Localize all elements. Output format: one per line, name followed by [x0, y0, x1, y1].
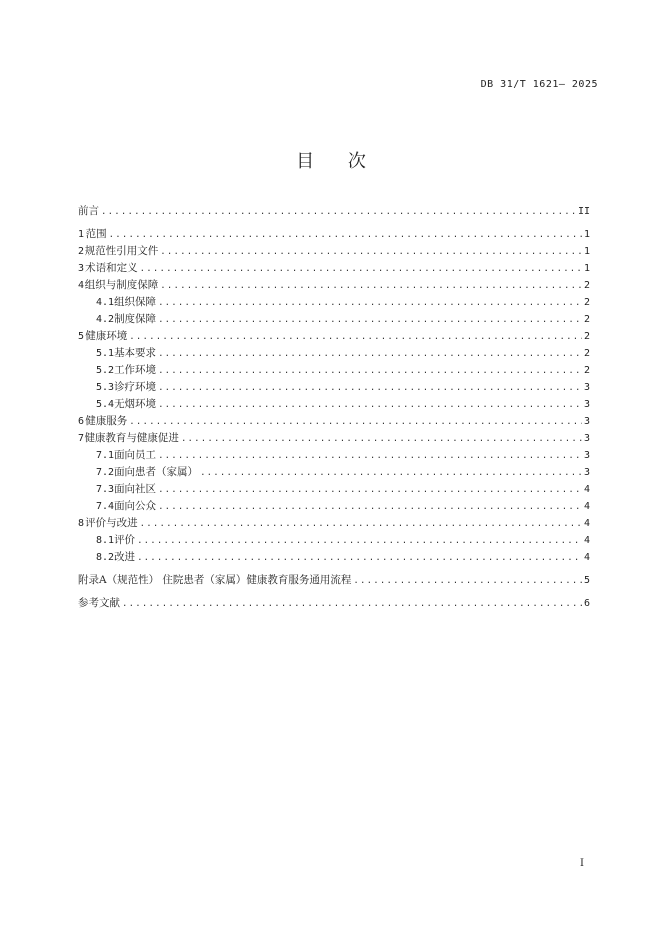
toc-entry[interactable]: [78, 203, 590, 220]
toc-dot-leader: [353, 573, 582, 590]
toc-entry-number: 7.3: [96, 484, 115, 495]
toc-entry-page: 3: [583, 433, 590, 444]
toc-entry-label: 规范性引用文件: [84, 245, 159, 257]
toc-entry-label: 改进: [114, 551, 136, 563]
toc-dot-leader: [122, 596, 582, 613]
toc-dot-leader: [129, 329, 582, 346]
toc-entry[interactable]: [78, 549, 590, 566]
toc-entry-label: 评价: [114, 534, 136, 546]
page-number: I: [580, 858, 584, 869]
toc-entry[interactable]: [78, 532, 590, 549]
toc-dot-leader: [158, 380, 582, 397]
toc-entry-number: 5: [78, 331, 85, 342]
toc-entry-page: 4: [583, 501, 590, 512]
toc-entry-label: 面向社区: [114, 483, 157, 495]
toc-entry-page: 2: [583, 280, 590, 291]
toc-entry-page: 6: [583, 598, 590, 609]
toc-entry-number: 7: [78, 433, 85, 444]
toc-dot-leader: [158, 295, 582, 312]
toc-entry[interactable]: [78, 464, 590, 481]
toc-dot-leader: [137, 533, 582, 550]
toc-entry-label: 术语和定义: [85, 262, 138, 274]
toc-entry-page: 4: [583, 535, 590, 546]
toc-entry-label: 制度保障: [114, 313, 157, 325]
toc-entry-label: 组织与制度保障: [84, 279, 159, 291]
toc-entry-label: 组织保障: [114, 296, 157, 308]
toc-entry-page: 2: [583, 348, 590, 359]
toc-dot-leader: [158, 499, 582, 516]
toc-entry[interactable]: [78, 311, 590, 328]
toc-entry-number: 8.1: [96, 535, 115, 546]
toc-entry-page: 2: [583, 365, 590, 376]
toc-entry[interactable]: [78, 515, 590, 532]
toc-entry-label: 健康环境: [85, 330, 128, 342]
toc-entry[interactable]: [78, 396, 590, 413]
toc-entry-label: 工作环境: [114, 364, 157, 376]
toc-entry-page: 4: [583, 484, 590, 495]
toc-entry-page: 2: [583, 331, 590, 342]
toc-entry[interactable]: [78, 481, 590, 498]
toc-entry-label: 基本要求: [114, 347, 157, 359]
toc-entry[interactable]: [78, 277, 590, 294]
toc-entry-page: 3: [583, 467, 590, 478]
toc-dot-leader: [160, 278, 582, 295]
toc-entry[interactable]: [78, 572, 590, 589]
toc-entry[interactable]: [78, 328, 590, 345]
toc-entry-label: 附录A（规范性） 住院患者（家属）健康教育服务通用流程: [78, 574, 352, 586]
toc-entry-page: 4: [583, 518, 590, 529]
toc-entry-page: 3: [583, 382, 590, 393]
toc-entry-number: 7.1: [96, 450, 115, 461]
page-title: 目 次: [296, 151, 380, 172]
toc-dot-leader: [101, 204, 576, 221]
toc-dot-leader: [158, 312, 582, 329]
toc-entry-page: 3: [583, 399, 590, 410]
toc-entry-label: 参考文献: [78, 597, 120, 609]
toc-entry-label: 面向患者（家属）: [114, 466, 199, 478]
toc-entry[interactable]: [78, 260, 590, 277]
toc-dot-leader: [158, 363, 582, 380]
toc-entry-page: 2: [583, 297, 590, 308]
toc-dot-leader: [140, 516, 582, 533]
toc-entry[interactable]: [78, 430, 590, 447]
toc-entry-label: 诊疗环境: [114, 381, 157, 393]
toc-entry-label: 面向员工: [114, 449, 157, 461]
toc-entry-label: 健康服务: [85, 415, 128, 427]
toc-entry-label: 面向公众: [114, 500, 157, 512]
toc-dot-leader: [158, 482, 582, 499]
toc-entry[interactable]: [78, 413, 590, 430]
toc-dot-leader: [158, 346, 582, 363]
toc-entry-page: 1: [583, 229, 590, 240]
toc-dot-leader: [137, 550, 582, 567]
toc-dot-leader: [158, 448, 582, 465]
toc-entry-number: 4.2: [96, 314, 115, 325]
toc-dot-leader: [181, 431, 582, 448]
toc-dot-leader: [160, 244, 582, 261]
toc-entry-number: 8.2: [96, 552, 115, 563]
toc-entry-number: 5.1: [96, 348, 115, 359]
toc-entry[interactable]: [78, 345, 590, 362]
toc-entry-number: 7.4: [96, 501, 115, 512]
toc-entry[interactable]: [78, 595, 590, 612]
toc-entry-page: 1: [583, 246, 590, 257]
toc-entry[interactable]: [78, 498, 590, 515]
toc-entry[interactable]: [78, 243, 590, 260]
toc-dot-leader: [200, 465, 582, 482]
toc-entry-number: 4: [78, 280, 85, 291]
toc-dot-leader: [158, 397, 582, 414]
toc-entry-page: 2: [583, 314, 590, 325]
toc-entry-page: II: [577, 206, 590, 217]
toc-entry-label: 无烟环境: [114, 398, 157, 410]
toc-entry-page: 1: [583, 263, 590, 274]
toc-dot-leader: [140, 261, 582, 278]
toc-entry[interactable]: [78, 379, 590, 396]
toc-entry-label: 范围: [85, 228, 107, 240]
toc-dot-leader: [129, 414, 582, 431]
toc-entry-page: 3: [583, 450, 590, 461]
toc-entry-number: 7.2: [96, 467, 115, 478]
toc-entry-number: 3: [78, 263, 85, 274]
toc-entry-number: 4.1: [96, 297, 115, 308]
toc-entry[interactable]: [78, 447, 590, 464]
toc-entry-number: 2: [78, 246, 85, 257]
toc-entry-page: 3: [583, 416, 590, 427]
toc-entry-number: 5.2: [96, 365, 115, 376]
toc-entry[interactable]: [78, 362, 590, 379]
toc-dot-leader: [109, 227, 582, 244]
toc-entry[interactable]: [78, 226, 590, 243]
document-code: DB 31/T 1621— 2025: [480, 79, 598, 90]
toc-entry-label: 健康教育与健康促进: [84, 432, 179, 444]
toc-entry-number: 1: [78, 229, 85, 240]
toc-entry-page: 5: [583, 575, 590, 586]
toc-entry-page: 4: [583, 552, 590, 563]
toc-entry-label: 评价与改进: [85, 517, 138, 529]
toc-entry-label: 前言: [78, 205, 99, 217]
toc-entry[interactable]: [78, 294, 590, 311]
toc-entry-number: 8: [78, 518, 85, 529]
toc-entry-number: 5.4: [96, 399, 115, 410]
toc-entry-number: 5.3: [96, 382, 115, 393]
table-of-contents: [78, 203, 590, 612]
toc-entry-number: 6: [78, 416, 85, 427]
